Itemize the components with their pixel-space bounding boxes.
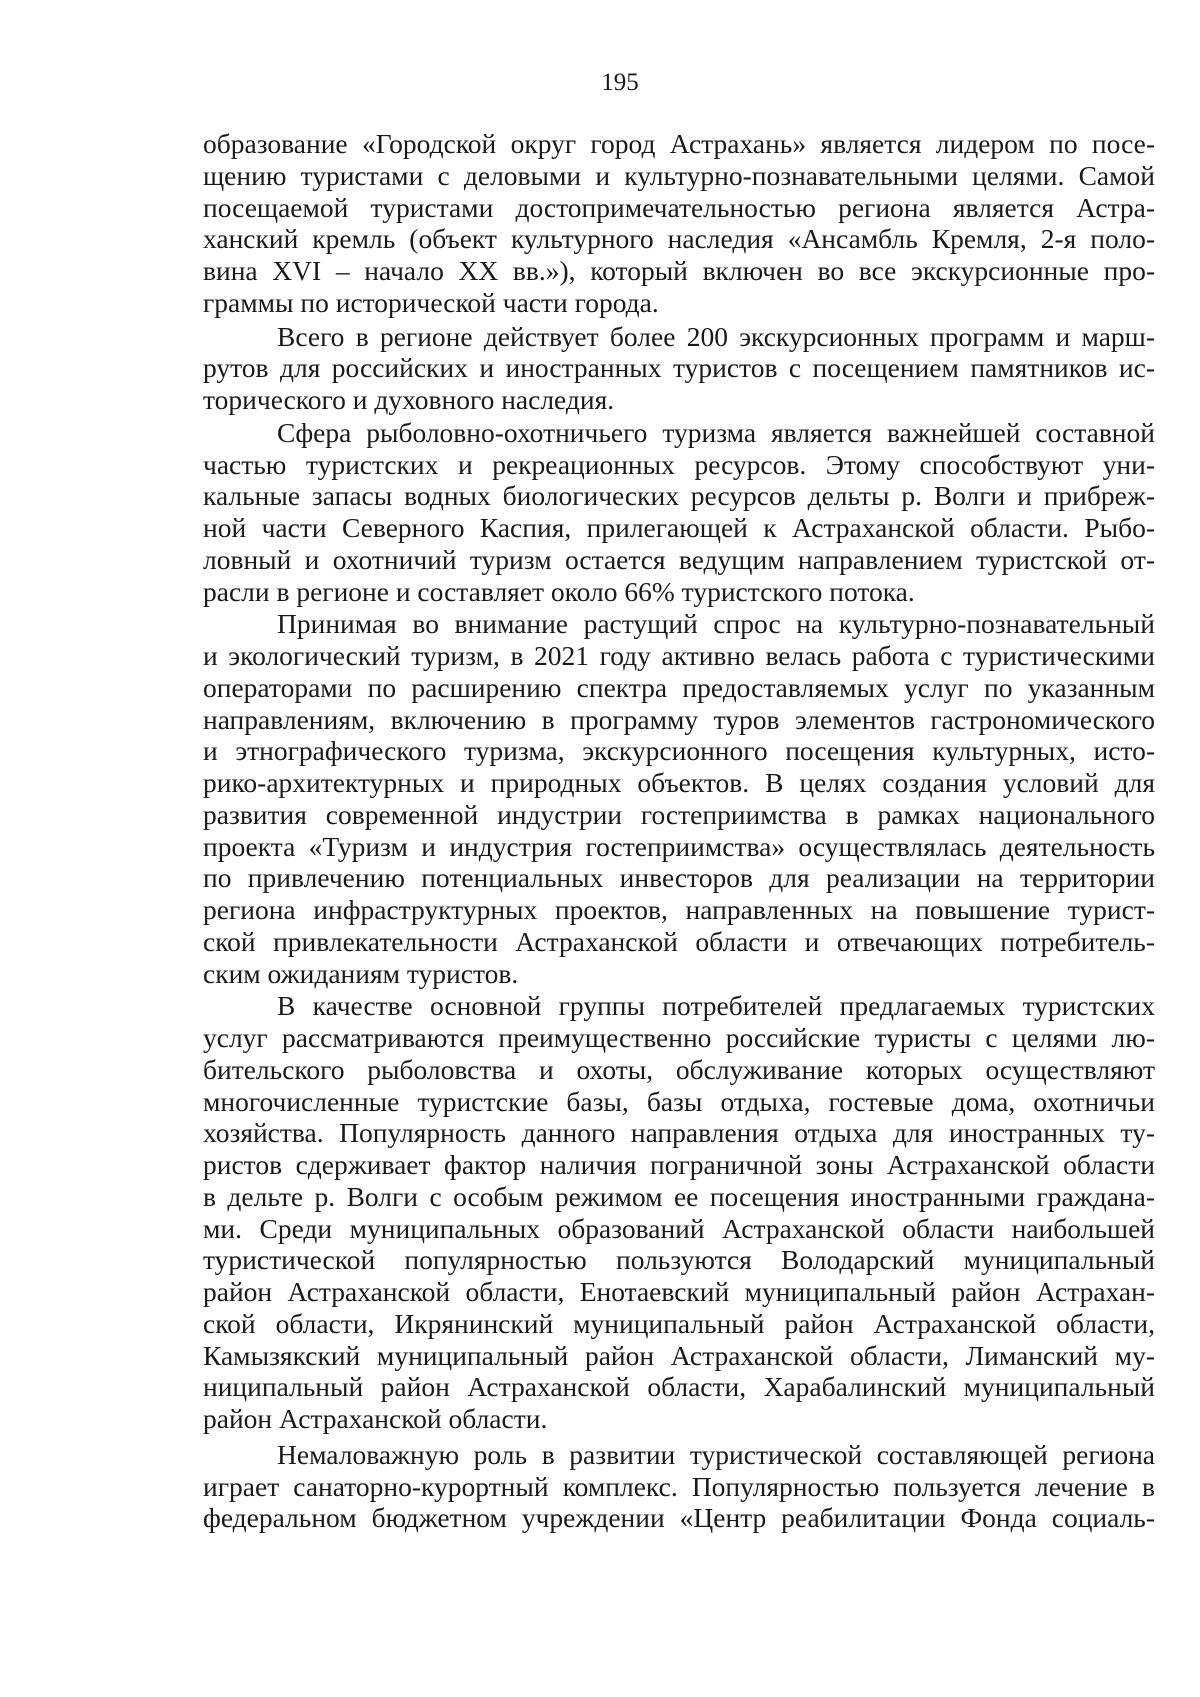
text-line: частью туристских и рекреационных ресурсов. Этому способствуют уни- xyxy=(203,448,1155,480)
text-line: проекта «Туризм и индустрия гостеприимства» осуществлялась деятельность xyxy=(203,830,1155,862)
text-line: граммы по исторической части города. xyxy=(203,286,659,318)
text-line: направлениям, включению в программу туров элементов гастрономического xyxy=(203,703,1155,735)
paragraph xyxy=(203,1439,1155,1534)
text-line: ским ожиданиям туристов. xyxy=(203,957,519,989)
text-line: ханский кремль (объект культурного наследия «Ансамбль Кремля, 2-я поло- xyxy=(203,223,1155,255)
text-line: рико-архитектурных и природных объектов. В целях создания условий для xyxy=(203,767,1155,798)
text-line: образование «Городской округ город Астрахань» является лидером по посе- xyxy=(203,128,1155,159)
text-line: в дельте р. Волги с особым режимом ее посещения иностранными граждана- xyxy=(203,1180,1155,1212)
text-line: Сфера рыболовно-охотничьего туризма является важнейшей составной xyxy=(277,416,1155,448)
text-line: посещаемой туристами достопримечательностью региона является Астра- xyxy=(203,191,1155,223)
text-line: Камызякский муниципальный район Астраханской области, Лиманский му- xyxy=(203,1339,1155,1371)
text-line: бительского рыболовства и охоты, обслуживание которых осуществляют xyxy=(203,1053,1155,1085)
text-line: ловный и охотничий туризм остается ведущим направлением туристской от- xyxy=(203,543,1155,575)
text-line: услуг рассматриваются преимущественно российские туристы с целями лю- xyxy=(203,1022,1155,1053)
text-line: федеральном бюджетном учреждении «Центр реабилитации Фонда социаль- xyxy=(203,1502,1155,1534)
text-line: и этнографического туризма, экскурсионного посещения культурных, исто- xyxy=(203,735,1155,767)
paragraph xyxy=(203,608,1155,989)
page-number: 195 xyxy=(601,69,639,96)
text-line: ской области, Икрянинский муниципальный район Астраханской области, xyxy=(203,1307,1155,1339)
text-line: Немаловажную роль в развитии туристической составляющей региона xyxy=(277,1438,1155,1470)
text-line: торического и духовного наследия. xyxy=(203,384,615,415)
document-body xyxy=(203,128,1155,1534)
text-line: ской привлекательности Астраханской области и отвечающих потребитель- xyxy=(203,925,1155,957)
paragraph xyxy=(203,321,1155,416)
text-line: район Астраханской области. xyxy=(203,1403,548,1434)
text-line: Принимая во внимание растущий спрос на культурно-познавательный xyxy=(277,608,1155,640)
text-line: щению туристами с деловыми и культурно-познавательными целями. Самой xyxy=(203,159,1155,191)
text-line: операторами по расширению спектра предоставляемых услуг по указанным xyxy=(203,671,1155,703)
paragraph xyxy=(203,990,1155,1435)
text-line: ристов сдерживает фактор наличия пограничной зоны Астраханской области xyxy=(203,1149,1155,1180)
text-line: туристической популярностью пользуются Володарский муниципальный xyxy=(203,1244,1155,1276)
text-line: ми. Среди муниципальных образований Астраханской области наибольшей xyxy=(203,1212,1155,1244)
paragraph xyxy=(203,128,1155,319)
text-line: В качестве основной группы потребителей предлагаемых туристских xyxy=(277,990,1155,1022)
text-line: ной части Северного Каспия, прилегающей к Астраханской области. Рыбо- xyxy=(203,512,1155,543)
text-line: кальные запасы водных биологических ресурсов дельты р. Волги и прибреж- xyxy=(203,480,1155,512)
text-line: вина XVI – начало XX вв.»), который включен во все экскурсионные про- xyxy=(203,255,1155,286)
text-line: район Астраханской области, Енотаевский муниципальный район Астрахан- xyxy=(203,1276,1155,1307)
text-line: рутов для российских и иностранных туристов с посещением памятников ис- xyxy=(203,352,1155,384)
text-line: региона инфраструктурных проектов, направленных на повышение турист- xyxy=(203,894,1155,925)
text-line: ниципальный район Астраханской области, Харабалинский муниципальный xyxy=(203,1371,1155,1403)
text-line: Всего в регионе действует более 200 экскурсионных программ и марш- xyxy=(277,320,1155,352)
text-line: расли в регионе и составляет около 66% туристского потока. xyxy=(203,575,915,607)
text-line: по привлечению потенциальных инвесторов для реализации на территории xyxy=(203,862,1155,894)
text-line: хозяйства. Популярность данного направления отдыха для иностранных ту- xyxy=(203,1117,1155,1149)
text-line: играет санаторно-курортный комплекс. Популярностью пользуется лечение в xyxy=(203,1470,1155,1502)
text-line: многочисленные туристские базы, базы отдыха, гостевые дома, охотничьи xyxy=(203,1085,1155,1117)
text-line: развития современной индустрии гостеприимства в рамках национального xyxy=(203,798,1155,830)
paragraph xyxy=(203,417,1155,608)
text-line: и экологический туризм, в 2021 году активно велась работа с туристическими xyxy=(203,640,1155,671)
